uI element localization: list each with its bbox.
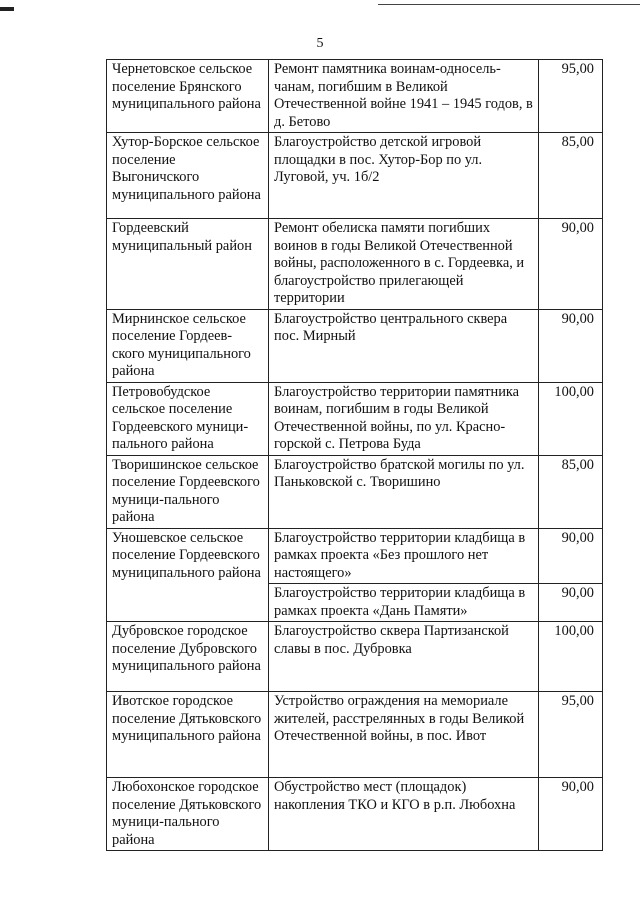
- amount-cell: 90,00: [539, 309, 603, 382]
- project-cell: Благоустройство территории кладбища в рамках проекта «Без прошлого нет настоящего»: [269, 528, 539, 584]
- table-row: [107, 219, 603, 310]
- table-row: [107, 692, 603, 778]
- municipality-cell: Хутор-Борское сельское поселение Выгоничского муниципального района: [107, 133, 269, 219]
- page-number: 5: [316, 36, 324, 51]
- municipality-cell: Петровобудское сельское поселение Гордеевского муници-пального района: [107, 382, 269, 455]
- table-row: [107, 622, 603, 692]
- municipality-cell: Творишинское сельское поселение Гордеевского муници-пального района: [107, 455, 269, 528]
- project-cell: Обустройство мест (площадок) накопления ТКО и КГО в р.п. Любохна: [269, 778, 539, 851]
- amount-cell: 85,00: [539, 133, 603, 219]
- amount-cell: 85,00: [539, 455, 603, 528]
- amount-cell: 95,00: [539, 692, 603, 778]
- table-row: [107, 133, 603, 219]
- amount-cell: 90,00: [539, 528, 603, 584]
- project-cell: Благоустройство детской игровой площадки в пос. Хутор-Бор по ул. Луговой, уч. 1б/2: [269, 133, 539, 219]
- amount-cell: 90,00: [539, 584, 603, 622]
- municipality-cell: Дубровское городское поселение Дубровского муниципального района: [107, 622, 269, 692]
- scan-corner-mark: [0, 7, 14, 11]
- municipality-cell: Ивотское городское поселение Дятьковского муниципального района: [107, 692, 269, 778]
- amount-cell: 100,00: [539, 622, 603, 692]
- amount-cell: 100,00: [539, 382, 603, 455]
- table-row: [107, 60, 603, 133]
- municipality-cell: Гордеевский муниципальный район: [107, 219, 269, 310]
- amount-cell: 95,00: [539, 60, 603, 133]
- amount-cell: 90,00: [539, 219, 603, 310]
- project-cell: Благоустройство сквера Партизанской славы в пос. Дубровка: [269, 622, 539, 692]
- municipality-cell: Мирнинское сельское поселение Гордеев-ского муниципального района: [107, 309, 269, 382]
- municipality-cell: Уношевское сельское поселение Гордеевского муниципального района: [107, 528, 269, 622]
- table-row: [107, 528, 603, 584]
- table-row: [107, 382, 603, 455]
- project-cell: Благоустройство территории кладбища в рамках проекта «Дань Памяти»: [269, 584, 539, 622]
- amount-cell: 90,00: [539, 778, 603, 851]
- table-row: [107, 309, 603, 382]
- project-cell: Устройство ограждения на мемориале жителей, расстрелянных в годы Великой Отечественной войны, в пос. Ивот: [269, 692, 539, 778]
- table-row: [107, 455, 603, 528]
- municipality-cell: Любохонское городское поселение Дятьковского муници-пального района: [107, 778, 269, 851]
- project-cell: Благоустройство территории памятника воинам, погибшим в годы Великой Отечественной войны, по ул. Красно-горской с. Петрова Буда: [269, 382, 539, 455]
- project-cell: Благоустройство братской могилы по ул. Паньковской с. Творишино: [269, 455, 539, 528]
- municipality-cell: Чернетовское сельское поселение Брянского муниципального района: [107, 60, 269, 133]
- project-cell: Благоустройство центрального сквера пос. Мирный: [269, 309, 539, 382]
- projects-table: [106, 59, 603, 851]
- project-cell: Ремонт памятника воинам-односель-чанам, погибшим в Великой Отечественной войне 1941 – 1945 годов, в д. Бетово: [269, 60, 539, 133]
- project-cell: Ремонт обелиска памяти погибших воинов в годы Великой Отечественной войны, расположенного в с. Гордеевка, и благоустройство прилегающей территории: [269, 219, 539, 310]
- table-row: [107, 778, 603, 851]
- top-rule-line: [378, 4, 640, 5]
